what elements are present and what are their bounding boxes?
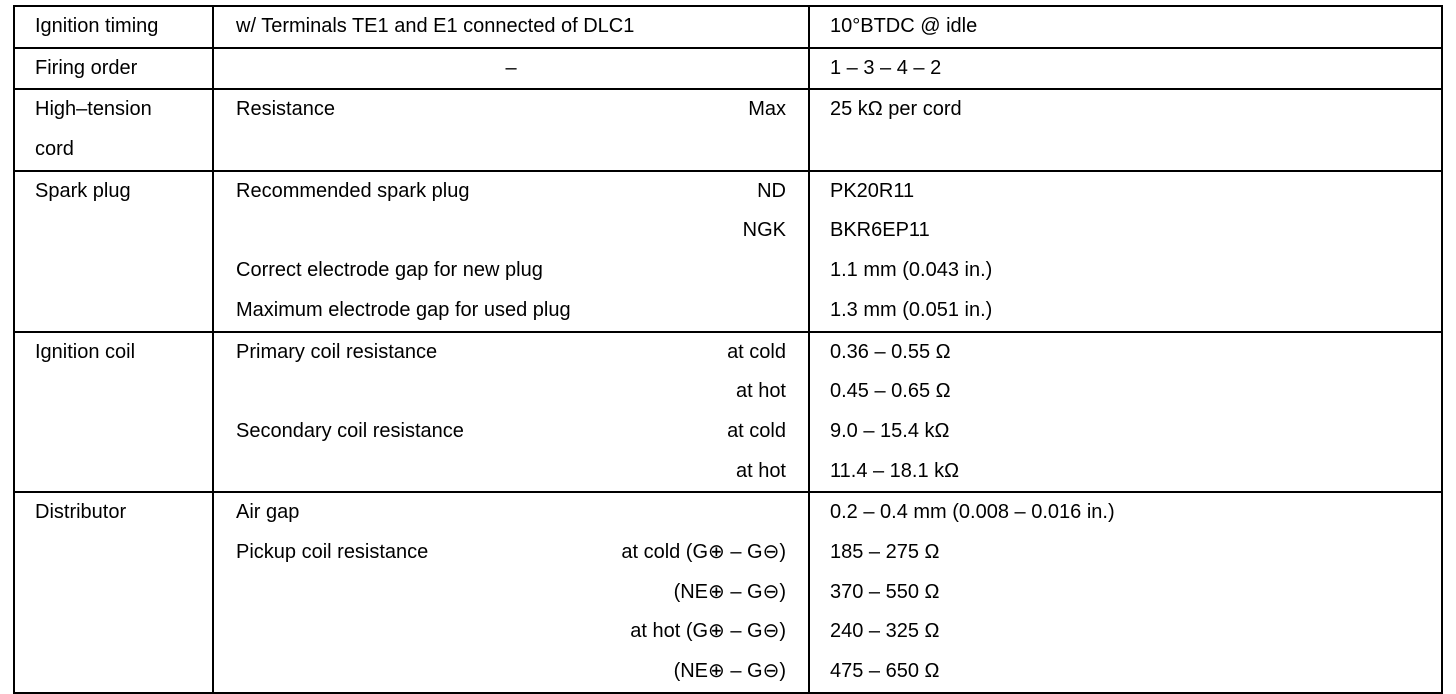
value-cell [809,171,1442,332]
spec-row [14,48,1442,90]
spec-value: 25 kΩ per cord [830,98,962,121]
spec-value: 240 – 325 Ω [830,620,940,643]
item-cell [14,171,213,332]
spec-value: 11.4 – 18.1 kΩ [830,459,960,482]
item-label: High–tension [35,98,152,121]
condition-line [214,573,808,613]
spec-value: 10°BTDC @ idle [830,15,978,37]
condition-text: Air gap [236,501,300,524]
item-label: Distributor [35,501,127,524]
value-cell [809,6,1442,48]
value-cell [809,332,1442,493]
item-label: cord [35,138,74,161]
condition-line [214,493,808,533]
condition-qualifier: (NE⊕ – G⊖) [673,580,786,603]
condition-cell [213,48,809,90]
spec-value: 475 – 650 Ω [830,660,940,682]
condition-line [214,291,808,331]
condition-line [214,251,808,291]
condition-qualifier: at hot [735,459,786,482]
item-label: Firing order [35,56,138,79]
condition-qualifier: ND [757,179,786,202]
condition-cell [213,6,809,48]
spec-value: 0.36 – 0.55 Ω [830,340,951,363]
spec-row [14,171,1442,332]
item-cell [14,89,213,170]
spec-value: 1.1 mm (0.043 in.) [830,259,993,282]
spec-value: 185 – 275 Ω [830,540,940,563]
item-label: Ignition coil [35,340,136,363]
condition-line [214,333,808,373]
condition-cell [213,171,809,332]
spec-value: 370 – 550 Ω [830,580,940,603]
condition-cell [213,492,809,692]
spec-table-body [14,6,1442,693]
condition-qualifier: Max [748,98,786,121]
condition-line [214,130,808,170]
value-cell [809,48,1442,90]
condition-line [214,7,808,47]
condition-text: Correct electrode gap for new plug [236,259,543,282]
spec-value: 1 – 3 – 4 – 2 [830,56,942,79]
spec-row [14,332,1442,493]
spec-value [810,130,1441,170]
condition-line [214,90,808,130]
condition-qualifier: at hot [735,380,786,403]
condition-line [214,452,808,492]
condition-text: Resistance [236,98,335,121]
condition-cell [213,89,809,170]
condition-qualifier: at cold [727,340,786,363]
item-label: Spark plug [35,179,131,202]
item-cell [14,48,213,90]
value-cell [809,89,1442,170]
condition-line [214,211,808,251]
condition-text: Secondary coil resistance [236,419,464,442]
condition-text: w/ Terminals TE1 and E1 connected of DLC1 [236,15,635,37]
spec-row [14,492,1442,692]
condition-qualifier: at cold (G⊕ – G⊖) [621,540,786,563]
item-cell [14,6,213,48]
value-cell [809,492,1442,692]
condition-text: – [505,56,517,79]
condition-line [214,412,808,452]
condition-qualifier: NGK [742,219,786,242]
spec-row [14,89,1442,170]
spec-value: 0.45 – 0.65 Ω [830,380,951,403]
item-cell [14,492,213,692]
ignition-spec-table [13,5,1443,694]
condition-line [214,652,808,692]
spec-value: 1.3 mm (0.051 in.) [830,298,993,321]
condition-text: Pickup coil resistance [236,540,429,563]
condition-text: Recommended spark plug [236,179,470,202]
condition-line [214,612,808,652]
condition-qualifier: at cold [727,419,786,442]
condition-qualifier: (NE⊕ – G⊖) [673,660,786,682]
condition-text: Maximum electrode gap for used plug [236,298,571,321]
condition-qualifier: at hot (G⊕ – G⊖) [630,620,786,643]
condition-line [214,49,808,89]
condition-cell [213,332,809,493]
item-cell [14,332,213,493]
spec-value: 0.2 – 0.4 mm (0.008 – 0.016 in.) [830,501,1115,524]
spec-value: PK20R11 [830,179,915,202]
spec-value: 9.0 – 15.4 kΩ [830,419,950,442]
condition-line [214,172,808,212]
item-label: Ignition timing [35,15,159,37]
spec-value: BKR6EP11 [830,219,930,242]
condition-text: Primary coil resistance [236,340,438,363]
condition-line [214,372,808,412]
spec-row [14,6,1442,48]
condition-line [214,533,808,573]
